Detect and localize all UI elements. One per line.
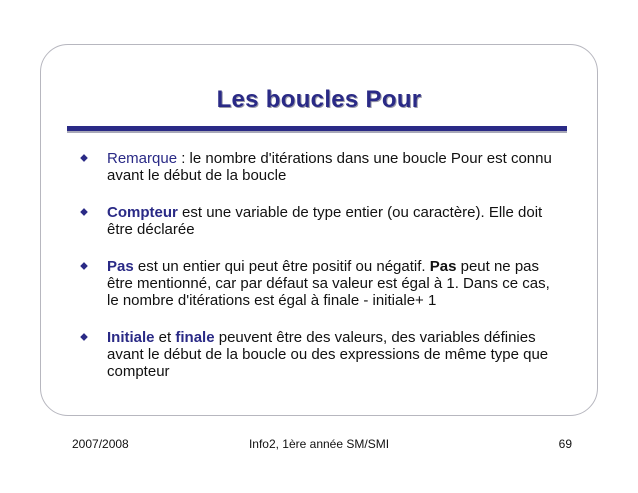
diamond-bullet-icon (80, 333, 88, 341)
footer-course: Info2, 1ère année SM/SMI (248, 437, 390, 451)
bullet-text: est un entier qui peut être positif ou négatif. (133, 258, 430, 275)
diamond-bullet-icon (80, 262, 88, 270)
bullet-text: peuvent être des valeurs, des variables définies avant le début de la boucle ou des expressions de même type que compteur (107, 329, 549, 380)
keyword-remarque: Remarque (107, 150, 178, 167)
bullet-text: et (154, 329, 176, 346)
bullet-item (80, 258, 560, 309)
keyword-pas: Pas (107, 258, 134, 275)
title-underline (67, 126, 567, 133)
diamond-bullet-icon (80, 208, 88, 216)
bullet-item (80, 329, 560, 380)
page-number: 69 (558, 437, 572, 451)
keyword-finale: finale (175, 329, 215, 346)
bullet-item (80, 204, 560, 238)
slide-title: Les boucles Pour (216, 86, 422, 113)
keyword-compteur: Compteur (107, 204, 178, 221)
bold-pas: Pas (429, 258, 457, 275)
bullet-item (80, 150, 560, 184)
bullet-list (80, 150, 560, 400)
keyword-initiale: Initiale (107, 329, 155, 346)
bullet-text: : le nombre d'itérations dans une boucle Pour est connu avant le début de la boucle (107, 150, 552, 184)
diamond-bullet-icon (80, 154, 88, 162)
bullet-text: est une variable de type entier (ou caractère). Elle doit être déclarée (107, 204, 543, 238)
footer-date: 2007/2008 (72, 437, 129, 451)
bullet-text: peut ne pas être mentionné, car par défaut sa valeur est égal à 1. Dans ce cas, le nombre d'itérations est égal à finale - initiale+ 1 (107, 258, 550, 309)
